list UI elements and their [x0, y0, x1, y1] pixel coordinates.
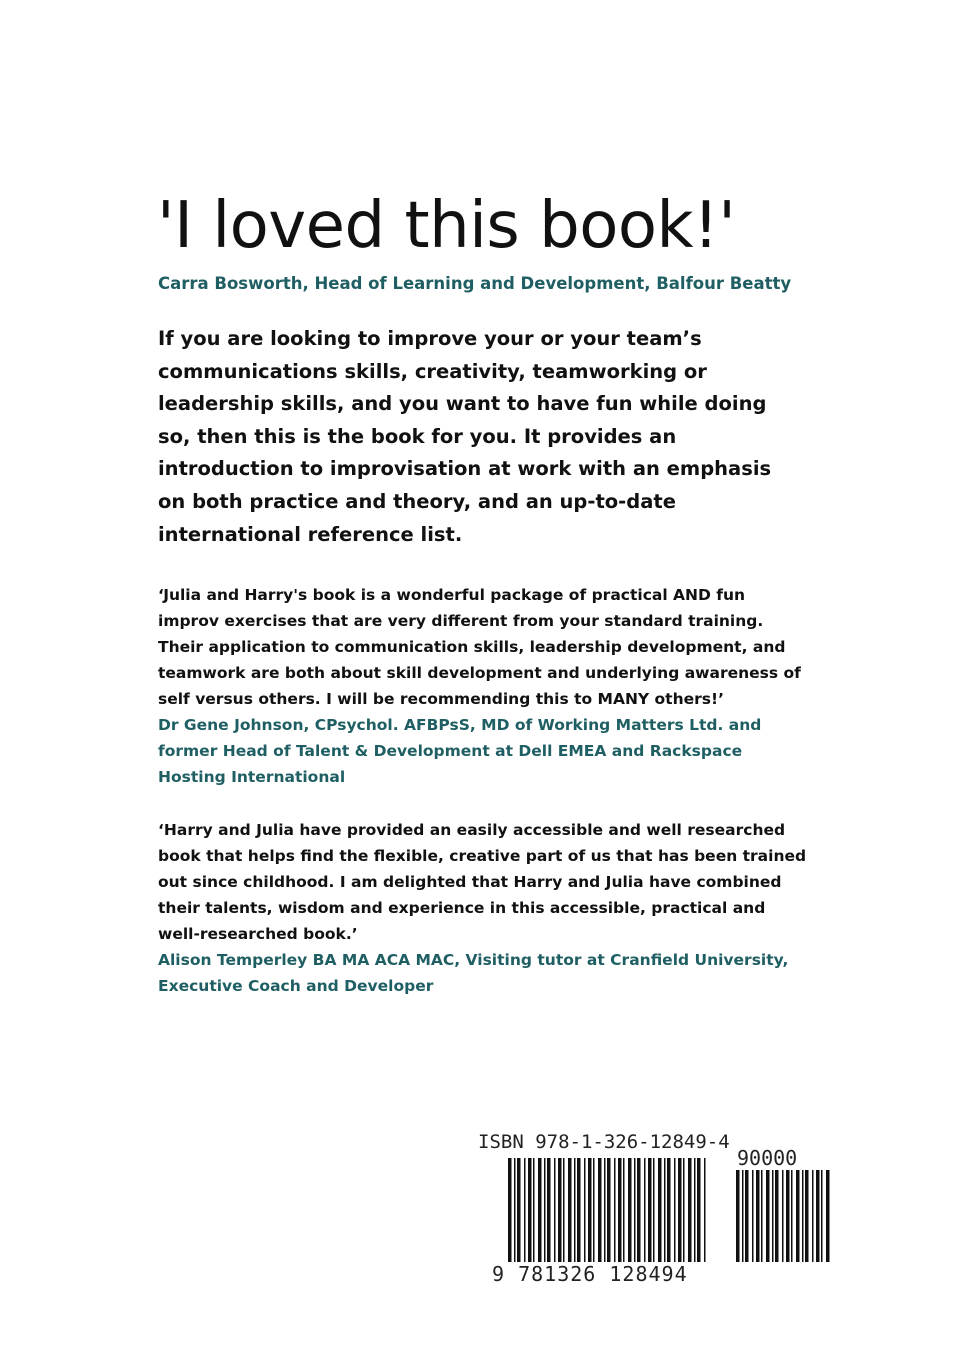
isbn-label: ISBN 978-1-326-12849-4 — [478, 1131, 730, 1153]
headline-attribution: Carra Bosworth, Head of Learning and Development, Balfour Beatty — [158, 274, 792, 293]
testimonial-quote: ‘Harry and Julia have provided an easily accessible and well researched book that helps find the flexible, creative part of us that has been trained out since childhood. I am delighted that Harry and Julia have combined their talents, wisdom and experience in this accessible, practical and well-researched book.’ — [158, 821, 807, 943]
testimonial-attribution: Dr Gene Johnson, CPsychol. AFBPsS, MD of Working Matters Ltd. and former Head of Talent & Development at Dell EMEA and Rackspace Hosting International — [158, 716, 762, 786]
barcode-digits: 9 781326 128494 — [492, 1262, 688, 1286]
testimonial — [158, 582, 808, 790]
isbn-barcode — [478, 1130, 838, 1290]
headline-quote: 'I loved this book!' — [157, 189, 736, 263]
testimonial-quote: ‘Julia and Harry's book is a wonderful package of practical AND fun improv exercises that are very different from your standard training. Their application to communication skills, leadership development, and teamwork are both about skill development and underlying awareness of self versus others. I will be recommending this to MANY others!’ — [158, 586, 801, 708]
testimonial — [158, 817, 808, 999]
price-code: 90000 — [737, 1146, 798, 1170]
book-description: If you are looking to improve your or your team’s communications skills, creativity, teamworking or leadership skills, and you want to have fun while doing so, then this is the book for you. It provides an introduction to improvisation at work with an emphasis on both practice and theory, and an up-to-date international reference list. — [158, 327, 772, 546]
testimonial-attribution: Alison Temperley BA MA ACA MAC, Visiting tutor at Cranfield University, Executive Coach and Developer — [158, 951, 789, 995]
